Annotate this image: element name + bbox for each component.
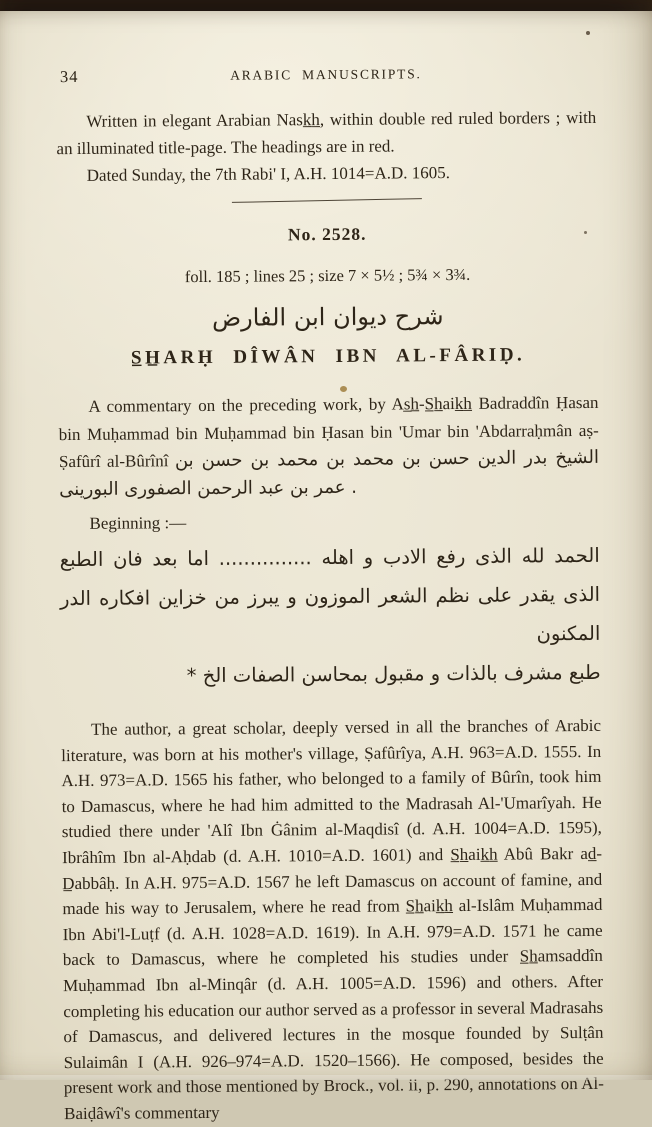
entry-author-name-arabic: الشيخ بدر الدين حسن بن محمد بن محمد بن حسن بن عمر بن عبد الرحمن الصفورى البورينى . <box>59 446 600 500</box>
beginning-arabic-line: الحمد لله الذى رفع الادب و اهله ............... اما بعد فان الطبع <box>59 543 600 572</box>
beginning-arabic-line: الذى يقدر على نظم الشعر الموزون و يبرز من خزاين افكاره الدر المكنون <box>59 582 601 646</box>
scan-bottom-edge <box>0 1075 652 1080</box>
page-header <box>56 62 596 86</box>
entry-number-heading: No. 2528. <box>287 223 367 245</box>
running-header: ARABIC MANUSCRIPTS. <box>230 66 422 83</box>
entry-divider-rule <box>232 198 422 203</box>
collation-line: foll. 185 ; lines 25 ; size 7 × 5½ ; 5¾ × 3¾. <box>184 264 471 287</box>
paper-speck <box>586 31 590 35</box>
entry-description <box>58 389 599 503</box>
entry-title-arabic: شرح ديوان ابن الفارض <box>211 302 444 332</box>
beginning-arabic-line: طبع مشرف بالذات و مقبول بمحاسن الصفات الخ * <box>186 660 601 688</box>
scan-top-edge <box>0 0 652 11</box>
author-biography-paragraph: The author, a great scholar, deeply versed in all the branches of Arabic literature, was born at his mother's village, Ṣafûrîya, A.H. 963=A.D. 1555. In A.H. 973=A.D. 1565 his father, who belonged to a family of Bûrîn, took him to Damascus, where he had him admitted to the Madrasah Al-'Umarîyah. He studied there under 'Alî Ibn Ġânim al-Maqdisî (d. A.H. 1004=A.D. 1595), Ibrâhîm Ibn al-Aḥdab (d. A.H. 1010=A.D. 1601) and S̲h̲aik̲h̲ Abû Bakr ad̲-D̲abbâḥ. In A.H. 975=A.D. 1567 he left Damascus on account of famine, and made his way to Jerusalem, where he read from S̲h̲aik̲h̲ al-Islâm Muḥammad Ibn Abi'l-Luṭf (d. A.H. 1028=A.D. 1619). In A.H. 979=A.D. 1571 he came back to Damascus, where he completed his studies under S̲h̲amsaddîn Muḥammad Ibn al-Minqâr (d. A.H. 1005=A.D. 1596) and others. After completing his education our author served as a professor in several Madrasahs of Damascus, and delivered lectures in the mosque founded by Sulṭân Sulaimân I (A.H. 926–974=A.D. 1520–1566). He composed, besides the present work and those mentioned by Brock., vol. ii, p. 290, annotations on Al-Baiḍâwî's commentary <box>61 715 604 1124</box>
entry-description-english: A commentary on the preceding work, by As̲h̲-S̲h̲aik̲h̲ Badraddîn Ḥasan bin Muḥammad bin Muḥammad bin Ḥasan bin 'Umar bin 'Abdarraḥmân aṣ-Ṣafûrî al-Bûrînî <box>58 392 599 472</box>
paper-stain <box>340 386 347 392</box>
previous-entry-dated-line: Dated Sunday, the 7th Rabi' I, A.H. 1014=A.D. 1605. <box>86 163 451 185</box>
entry-title-transliterated: S̲H̲ARḤ DÎWÂN IBN AL-FÂRIḌ. <box>130 344 526 369</box>
previous-entry-paragraph: Written in elegant Arabian Nask̲h̲, within double red ruled borders ; with an illuminated title-page. The headings are in red. <box>56 107 597 159</box>
beginning-label: Beginning :— <box>89 513 187 533</box>
beginning-arabic-quote <box>60 536 601 696</box>
page-number: 34 <box>59 66 79 87</box>
paper-speck <box>584 231 587 234</box>
page-content <box>56 62 604 1127</box>
